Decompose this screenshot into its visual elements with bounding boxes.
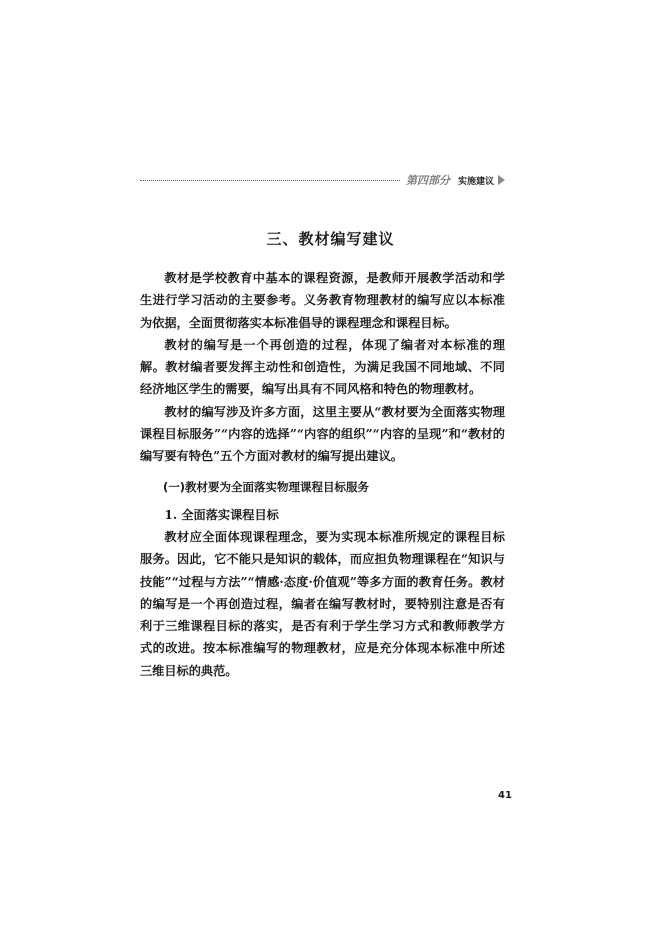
running-head (140, 172, 505, 188)
play-arrow-icon (498, 175, 505, 185)
running-head-section: 实施建议 (457, 176, 494, 187)
paragraph-4: 教材应全面体现课程理念，要为实现本标准所规定的课程目标服务。因此，它不能只是知识的载体，而应担负物理课程在“知识与技能”“过程与方法”“情感·态度·价值观”等多方面的教育任务。教材的编写是一个再创造过程，编者在编写教材时，要特别注意是否有利于三维课程目标的落实，是否有利于学生学习方式和教师教学方式的改进。按本标准编写的物理教材，应是充分体现本标准中所述三维目标的典范。 (140, 529, 505, 678)
paragraph-1: 教材是学校教育中基本的课程资源，是教师开展教学活动和学生进行学习活动的主要参考。义务教育物理教材的编写应以本标准为依据，全面贯彻落实本标准倡导的课程理念和课程目标。 (140, 271, 505, 330)
body-text (140, 267, 505, 682)
page-number: 41 (498, 790, 512, 801)
section-title: 三、教材编写建议 (266, 230, 395, 248)
item-title: 1. 全面落实课程目标 (164, 507, 279, 522)
running-head-rule (140, 180, 400, 181)
running-head-part: 第四部分 (405, 174, 450, 187)
subsection-heading: (一)教材要为全面落实物理课程目标服务 (163, 479, 370, 494)
paragraph-2: 教材的编写是一个再创造的过程，体现了编者对本标准的理解。教材编者要发挥主动性和创造性，为满足我国不同地域、不同经济地区学生的需要，编写出具有不同风格和特色的物理教材。 (140, 337, 505, 397)
paragraph-3: 教材的编写涉及许多方面，这里主要从“教材要为全面落实物理课程目标服务”“内容的选择”“内容的组织”“内容的呈现”和“教材的编写要有特色”五个方面对教材的编写提出建议。 (140, 404, 505, 464)
